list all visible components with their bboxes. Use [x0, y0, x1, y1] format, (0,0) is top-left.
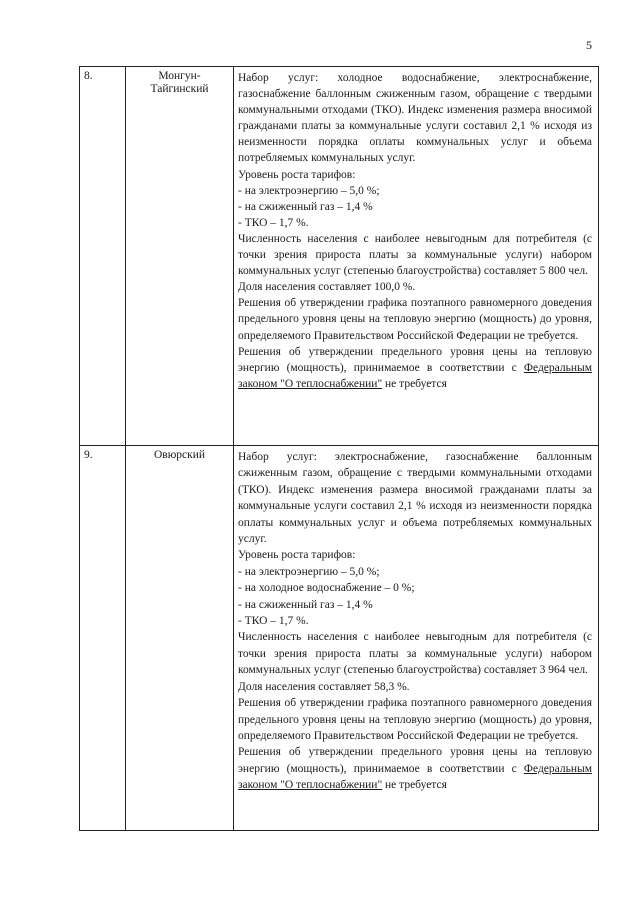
federal-law-link[interactable]: Федеральным законом "О теплоснабжении" — [238, 762, 593, 792]
tariff-item: - на электроэнергию – 5,0 %; — [238, 184, 380, 197]
price-decision-paragraph — [238, 744, 592, 793]
description-cell — [234, 67, 599, 446]
municipality-name-line: Монгун- — [158, 70, 201, 82]
tariff-item: - ТКО – 1,7 %. — [238, 615, 309, 628]
table-row — [80, 446, 599, 831]
municipality-name — [126, 67, 234, 446]
schedule-decision-paragraph: Решения об утверждении графика поэтапного равномерного доведения предельного уровня цены на тепловую энергию (мощность) до уровня, определяемого Правительством Российской Федерации не требуется. — [238, 697, 592, 742]
federal-law-link[interactable]: Федеральным законом "О теплоснабжении" — [238, 361, 593, 390]
population-paragraph: Численность населения с наиболее невыгодным для потребителя (с точки зрения прироста платы за коммунальные услуги) набором коммунальных услуг (степенью благоустройства) составляет 3 964 чел. — [238, 631, 592, 677]
tariff-item: - на электроэнергию – 5,0 %; — [238, 565, 380, 578]
price-decision-text: Решения об утверждении предельного уровня цены на тепловую энергию (мощность), принимаемое в соответствии с — [238, 345, 592, 374]
municipality-name — [126, 446, 234, 831]
services-paragraph: Набор услуг: электроснабжение, газоснабжение баллонным сжиженным газом, обращение с твердыми коммунальными отходами (ТКО). Индекс изменения размера вносимой гражданами платы за коммунальные услуги составил 2,1 % исходя из неизменности порядка оплаты коммунальных услуг и объема потребляемых коммунальных услуг. — [238, 451, 592, 546]
price-decision-tail: не требуется — [385, 779, 447, 792]
tariff-item: - на сжиженный газ – 1,4 % — [238, 598, 373, 611]
municipality-table — [79, 66, 599, 831]
tariff-item: - на холодное водоснабжение – 0 %; — [238, 582, 415, 595]
population-share: Доля населения составляет 58,3 %. — [238, 680, 410, 693]
population-paragraph: Численность населения с наиболее невыгодным для потребителя (с точки зрения прироста платы за коммунальные услуги) набором коммунальных услуг (степенью благоустройства) составляет 5 800 чел. — [238, 232, 592, 278]
services-paragraph: Набор услуг: холодное водоснабжение, электроснабжение, газоснабжение баллонным сжиженным газом, обращение с твердыми коммунальными отходами (ТКО). Индекс изменения размера вносимой гражданами платы за коммунальные услуги составил 2,1 % исходя из неизменности порядка оплаты коммунальных услуг и объема потребляемых коммунальных услуг. — [238, 72, 592, 165]
page-number: 5 — [586, 38, 592, 52]
tariff-growth-heading: Уровень роста тарифов: — [238, 168, 356, 181]
price-decision-tail: не требуется — [385, 377, 447, 390]
municipality-name-line: Тайгинский — [150, 83, 209, 95]
tariff-item: - ТКО – 1,7 %. — [238, 216, 309, 229]
description-cell — [234, 446, 599, 831]
row-number: 8. — [80, 67, 126, 446]
schedule-decision-paragraph: Решения об утверждении графика поэтапного равномерного доведения предельного уровня цены на тепловую энергию (мощность) до уровня, определяемого Правительством Российской Федерации не требуется. — [238, 297, 592, 342]
row-number: 9. — [80, 446, 126, 831]
municipality-name-line: Овюрский — [153, 449, 206, 461]
price-decision-text: Решения об утверждении предельного уровня цены на тепловую энергию (мощность), принимаемое в соответствии с — [238, 746, 592, 775]
tariff-growth-heading: Уровень роста тарифов: — [238, 549, 356, 562]
tariff-item: - на сжиженный газ – 1,4 % — [238, 200, 373, 213]
population-share: Доля населения составляет 100,0 %. — [238, 281, 416, 294]
price-decision-paragraph — [238, 344, 592, 392]
table-row — [80, 67, 599, 446]
